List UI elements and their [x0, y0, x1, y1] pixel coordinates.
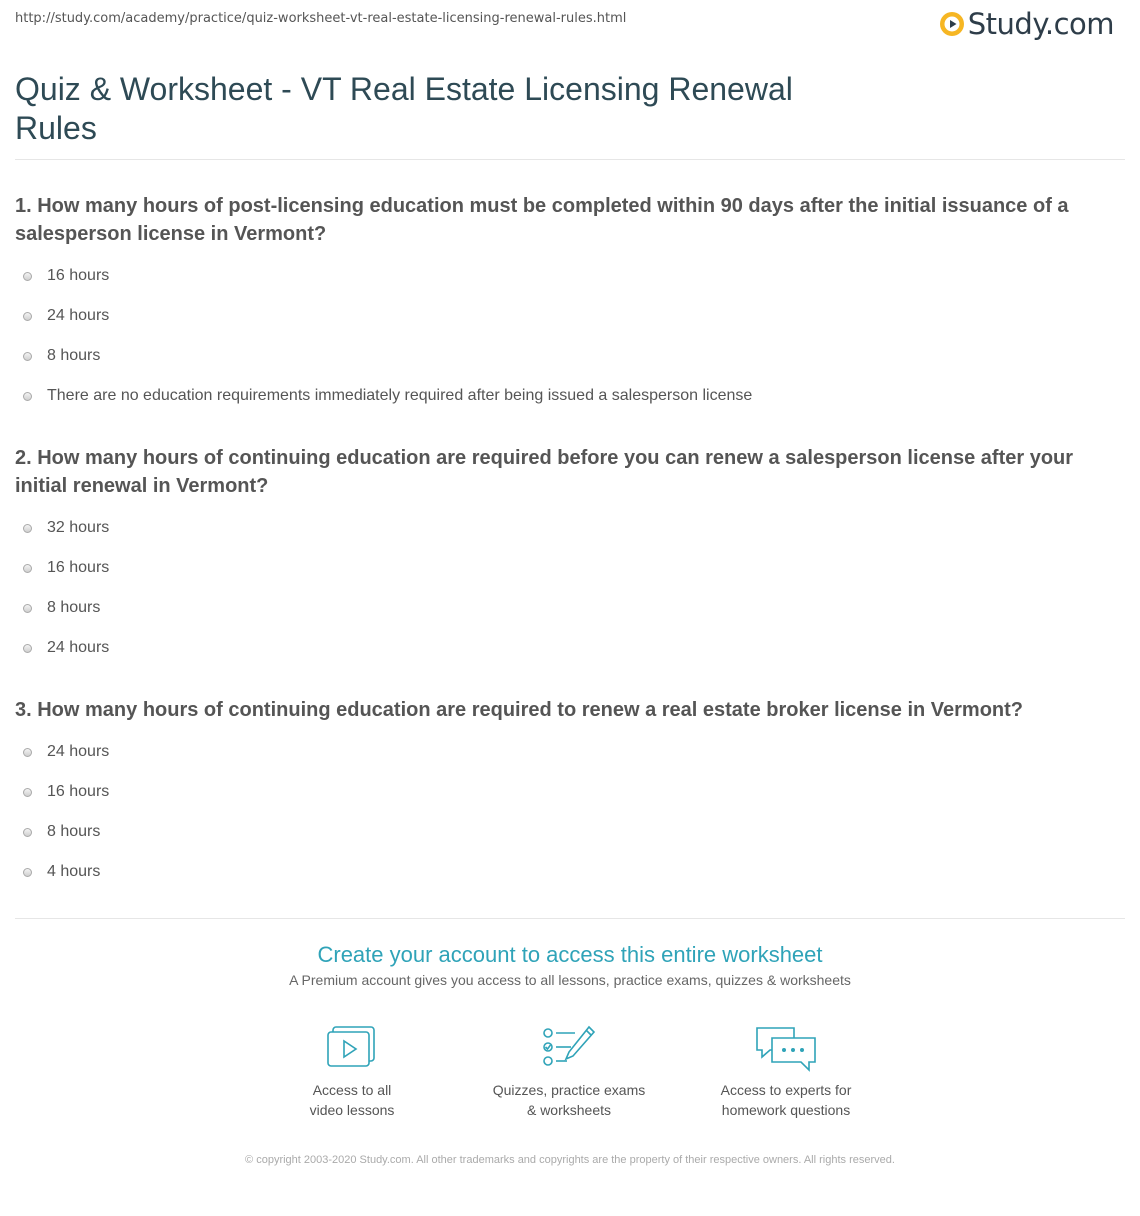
- radio-button[interactable]: [23, 868, 32, 877]
- quiz-checklist-icon: [541, 1024, 597, 1070]
- radio-button[interactable]: [23, 312, 32, 321]
- answer-label: 8 hours: [47, 823, 101, 840]
- radio-button[interactable]: [23, 828, 32, 837]
- answer-option[interactable]: [23, 732, 109, 772]
- answer-label: 4 hours: [47, 863, 101, 880]
- feature-label-line: Quizzes, practice exams: [492, 1082, 646, 1098]
- create-account-link[interactable]: Create your account to access this entire worksheet: [317, 942, 823, 967]
- radio-button[interactable]: [23, 392, 32, 401]
- radio-button[interactable]: [23, 604, 32, 613]
- radio-button[interactable]: [23, 644, 32, 653]
- answer-label: 16 hours: [47, 559, 110, 576]
- answer-option[interactable]: [23, 812, 109, 852]
- radio-button[interactable]: [23, 272, 32, 281]
- radio-button[interactable]: [23, 748, 32, 757]
- divider: [15, 159, 1125, 160]
- question-1-options: [23, 256, 752, 416]
- answer-label: 16 hours: [47, 267, 110, 284]
- answer-option[interactable]: [23, 548, 109, 588]
- study-logo[interactable]: [940, 8, 1114, 40]
- question-2-options: [23, 508, 109, 668]
- radio-button[interactable]: [23, 352, 32, 361]
- feature-label-line: Access to all: [312, 1082, 392, 1098]
- feature-video-lessons: [252, 1024, 452, 1120]
- answer-label: 32 hours: [47, 519, 110, 536]
- radio-button[interactable]: [23, 564, 32, 573]
- answer-label: 24 hours: [47, 743, 110, 760]
- answer-label: 8 hours: [47, 347, 101, 364]
- radio-button[interactable]: [23, 524, 32, 533]
- video-lessons-icon: [325, 1024, 379, 1070]
- answer-option[interactable]: [23, 296, 752, 336]
- play-logo-icon: [940, 12, 964, 36]
- copyright-notice: © copyright 2003-2020 Study.com. All other trademarks and copyrights are the property of their respective owners. All rights reserved.: [245, 1154, 895, 1166]
- question-3: 3. How many hours of continuing education are required to renew a real estate broker license in Vermont?: [15, 699, 1024, 721]
- feature-label-line: video lessons: [309, 1102, 395, 1118]
- chat-bubbles-icon: [754, 1024, 818, 1074]
- answer-option[interactable]: [23, 336, 752, 376]
- page-url: http://study.com/academy/practice/quiz-worksheet-vt-real-estate-licensing-renewal-rules.html: [15, 11, 627, 26]
- feature-label-line: Access to experts for: [720, 1082, 852, 1098]
- feature-experts: [686, 1024, 886, 1120]
- radio-button[interactable]: [23, 788, 32, 797]
- cta-subtitle: A Premium account gives you access to all lessons, practice exams, quizzes & worksheets: [289, 972, 851, 988]
- feature-label-line: & worksheets: [526, 1102, 612, 1118]
- feature-label-line: homework questions: [721, 1102, 851, 1118]
- answer-label: 16 hours: [47, 783, 110, 800]
- answer-option[interactable]: [23, 508, 109, 548]
- page-title: Quiz & Worksheet - VT Real Estate Licensing Renewal Rules: [15, 71, 793, 146]
- logo-text: Study.com: [967, 7, 1114, 41]
- answer-option[interactable]: [23, 852, 109, 892]
- answer-option[interactable]: [23, 376, 752, 416]
- answer-label: 8 hours: [47, 599, 101, 616]
- answer-label: 24 hours: [47, 639, 110, 656]
- answer-option[interactable]: [23, 772, 109, 812]
- answer-label: 24 hours: [47, 307, 110, 324]
- question-1: 1. How many hours of post-licensing education must be completed within 90 days after the initial issuance of a salesperson license in Vermont?: [15, 195, 1069, 245]
- answer-option[interactable]: [23, 588, 109, 628]
- answer-label: There are no education requirements immediately required after being issued a salesperson license: [47, 387, 753, 404]
- answer-option[interactable]: [23, 628, 109, 668]
- feature-quizzes: [469, 1024, 669, 1120]
- question-3-options: [23, 732, 109, 892]
- answer-option[interactable]: [23, 256, 752, 296]
- question-2: 2. How many hours of continuing education are required before you can renew a salesperson license after your initial renewal in Vermont?: [15, 447, 1074, 497]
- divider: [15, 918, 1125, 919]
